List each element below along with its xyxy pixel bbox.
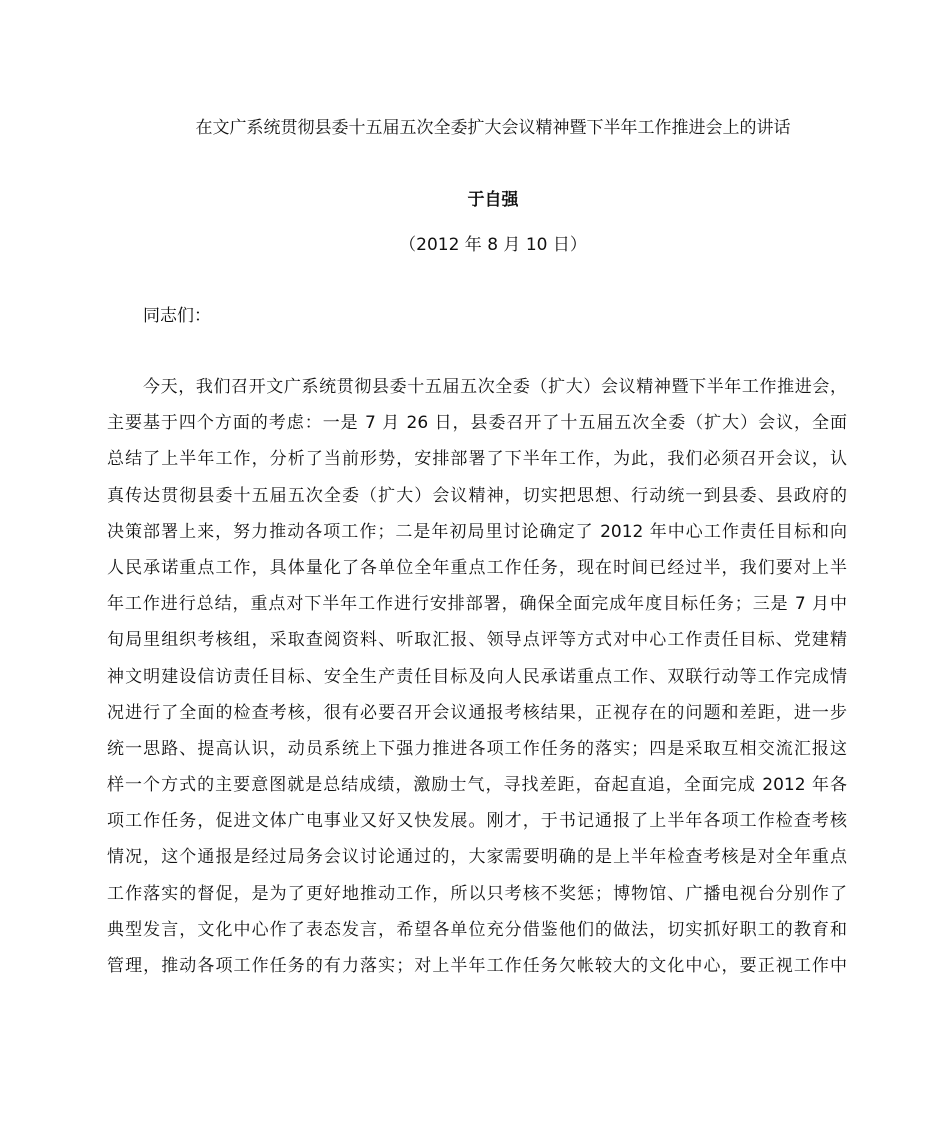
greeting: 同志们： (143, 306, 211, 326)
paragraph-line: 项工作任务，促进文体广电事业又好又快发展。刚才，于书记通报了上半年各项工作检查考核 (107, 811, 847, 832)
paragraph-line: 统一思路、提高认识，动员系统上下强力推进各项工作任务的落实；四是采取互相交流汇报这 (107, 738, 847, 759)
paragraph-line: 典型发言，文化中心作了表态发言，希望各单位充分借鉴他们的做法，切实抓好职工的教育和 (107, 919, 847, 940)
paragraph-line: 决策部署上来，努力推动各项工作；二是年初局里讨论确定了 2012 年中心工作责任目标和向 (107, 521, 847, 542)
paragraph-line: 管理，推动各项工作任务的有力落实；对上半年工作任务欠帐较大的文化中心，要正视工作中 (107, 956, 847, 976)
paragraph-line: 神文明建设信访责任目标、安全生产责任目标及向人民承诺重点工作、双联行动等工作完成情 (107, 666, 847, 687)
speech-date: （2012 年 8 月 10 日） (399, 235, 587, 255)
speech-paragraph (107, 374, 847, 989)
paragraph-line: 主要基于四个方面的考虑：一是 7 月 26 日，县委召开了十五届五次全委（扩大）会议，全面 (107, 413, 847, 434)
paragraph-line: 工作落实的督促，是为了更好地推动工作，所以只考核不奖惩；博物馆、广播电视台分别作了 (107, 883, 847, 904)
paragraph-line: 总结了上半年工作，分析了当前形势，安排部署了下半年工作，为此，我们必须召开会议，认 (107, 449, 847, 470)
paragraph-line: 真传达贯彻县委十五届五次全委（扩大）会议精神，切实把思想、行动统一到县委、县政府的 (107, 485, 847, 506)
paragraph-line: 况进行了全面的检查考核，很有必要召开会议通报考核结果，正视存在的问题和差距，进一步 (107, 702, 847, 723)
paragraph-line: 人民承诺重点工作，具体量化了各单位全年重点工作任务，现在时间已经过半，我们要对上半 (107, 557, 847, 578)
paragraph-line: 样一个方式的主要意图就是总结成绩，激励士气，寻找差距，奋起直追，全面完成 2012 年各 (107, 775, 847, 796)
paragraph-line: 旬局里组织考核组，采取查阅资料、听取汇报、领导点评等方式对中心工作责任目标、党建精 (107, 630, 847, 651)
speaker-name: 于自强 (467, 190, 519, 210)
paragraph-line: 今天，我们召开文广系统贯彻县委十五届五次全委（扩大）会议精神暨下半年工作推进会， (143, 377, 847, 397)
paragraph-line: 情况，这个通报是经过局务会议讨论通过的，大家需要明确的是上半年检查考核是对全年重点 (107, 847, 847, 868)
paragraph-line: 年工作进行总结，重点对下半年工作进行安排部署，确保全面完成年度目标任务；三是 7 月中 (107, 594, 847, 615)
speech-title: 在文广系统贯彻县委十五届五次全委扩大会议精神暨下半年工作推进会上的讲话 (195, 118, 791, 138)
